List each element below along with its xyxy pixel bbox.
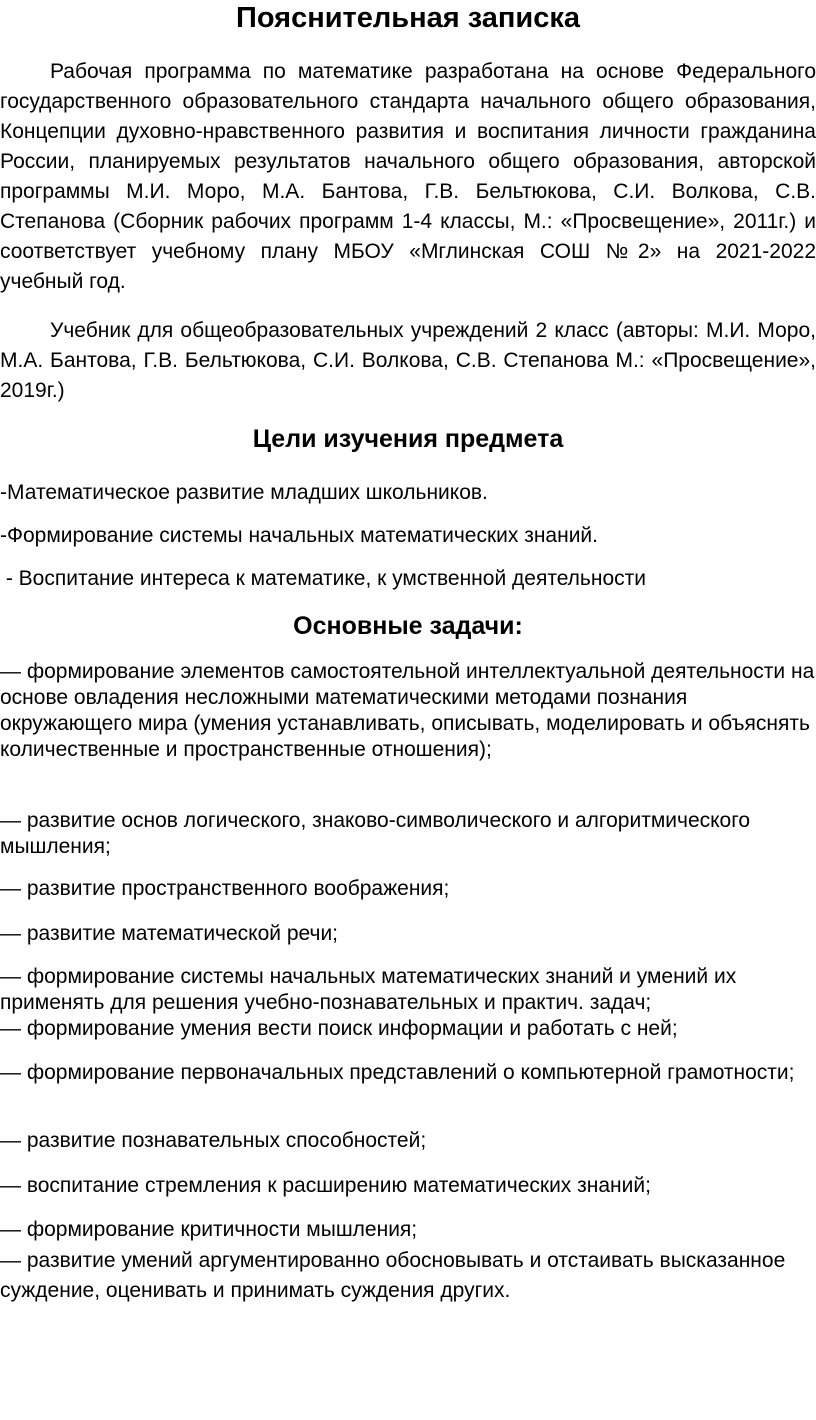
task-item-3: — развитие пространственного воображения; (0, 877, 450, 900)
goal-item-2: -Формирование системы начальных математических знаний. (0, 524, 598, 547)
tasks-heading: Основные задачи: (293, 612, 523, 640)
task-item-6: — формирование умения вести поиск информации и работать с ней; (0, 1017, 678, 1040)
task-item-11: — развитие умений аргументированно обосновывать и отстаивать высказанное суждение, оценивать и принимать суждения других. (0, 1249, 786, 1302)
task-item-10: — формирование критичности мышления; (0, 1218, 418, 1241)
task-item-5: — формирование системы начальных математических знаний и умений их применять для решения учебно-познавательных и практич. задач; (0, 965, 737, 1014)
task-item-4: — развитие математической речи; (0, 922, 339, 945)
task-item-9: — воспитание стремления к расширению математических знаний; (0, 1174, 651, 1197)
goal-item-3: - Воспитание интереса к математике, к умственной деятельности (0, 567, 646, 590)
task-item-8: — развитие познавательных способностей; (0, 1129, 427, 1152)
goals-heading: Цели изучения предмета (252, 425, 564, 453)
task-item-2: — развитие основ логического, знаково-символического и алгоритмического мышления; (0, 809, 751, 858)
document-title: Пояснительная записка (235, 2, 581, 34)
task-item-1: — формирование элементов самостоятельной интеллектуальной деятельности на основе овладения несложными математическими методами познания окружающего мира (умения устанавливать, описывать, моделировать и объяснять количественные и пространственные отношения); (0, 660, 815, 761)
goal-item-1: -Математическое развитие младших школьников. (0, 481, 488, 504)
intro-paragraph-2: Учебник для общеобразовательных учреждений 2 класс (авторы: М.И. Моро, М.А. Бантова, Г.В. Бельтюкова, С.И. Волкова, С.В. Степанова М.: «Просвещение», 2019г.) (0, 319, 816, 402)
task-item-7: — формирование первоначальных представлений о компьютерной грамотности; (0, 1061, 795, 1084)
intro-paragraph-1: Рабочая программа по математике разработана на основе Федерального государственного образовательного стандарта начального общего образования, Концепции духовно-нравственного развития и воспитания личности гражданина России, планируемых результатов начального общего образования, авторской программы М.И. Моро, М.А. Бантова, Г.В. Бельтюкова, С.И. Волкова, С.В. Степанова (Сборник рабочих программ 1-4 классы, М.: «Просвещение», 2011г.) и соответствует учебному плану МБОУ «Мглинская СОШ №2» на 2021-2022 учебный год. (0, 60, 816, 293)
